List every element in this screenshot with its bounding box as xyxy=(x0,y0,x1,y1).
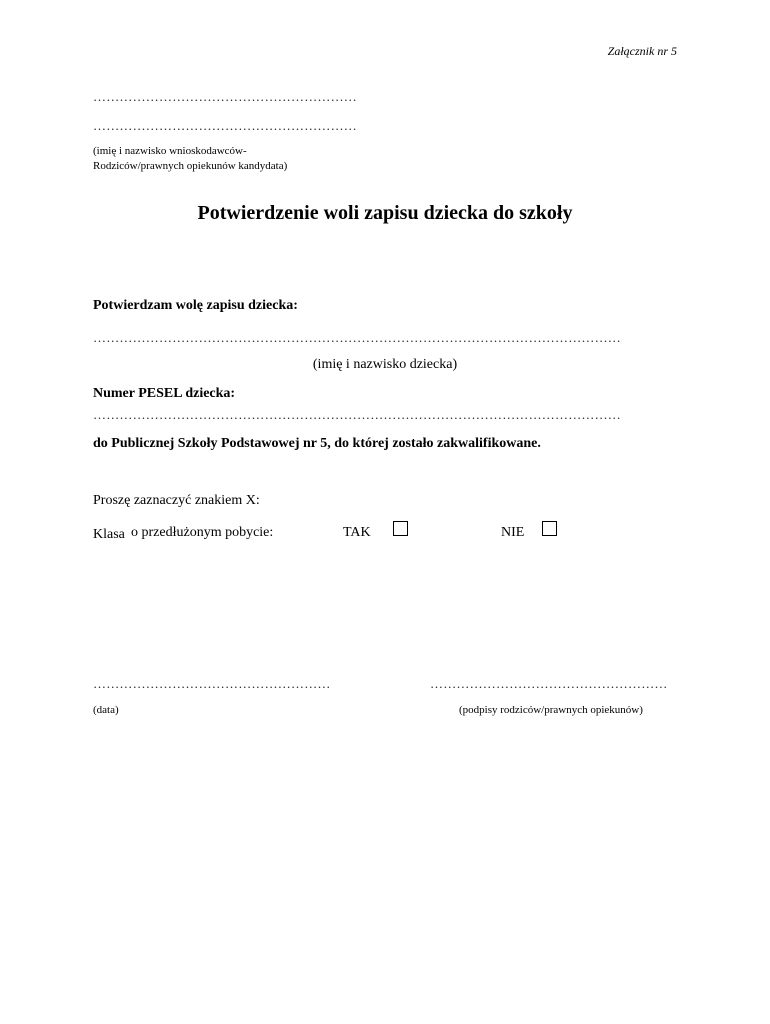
attachment-number: Załącznik nr 5 xyxy=(607,44,677,58)
date-line: ……………………………………………… xyxy=(93,676,331,691)
applicant-name-line-2: …………………………………………………… xyxy=(93,118,357,133)
parents-signature-caption: (podpisy rodziców/prawnych opiekunów) xyxy=(459,704,643,716)
date-caption: (data) xyxy=(93,704,119,716)
child-name-caption: (imię i nazwisko dziecka) xyxy=(312,357,458,372)
no-label: NIE xyxy=(501,525,525,540)
yes-checkbox[interactable] xyxy=(393,521,408,536)
extended-stay-label: o przedłużonym pobycie: xyxy=(131,525,274,540)
no-checkbox[interactable] xyxy=(542,521,557,536)
parents-signature-line: ……………………………………………… xyxy=(430,676,668,691)
mark-instruction: Proszę zaznaczyć znakiem X: xyxy=(93,493,260,508)
yes-label: TAK xyxy=(343,525,371,540)
document-title: Potwierdzenie woli zapisu dziecka do szkoły xyxy=(197,202,573,224)
applicant-caption-line-1: (imię i nazwisko wnioskodawców- xyxy=(93,145,247,157)
class-label: Klasa xyxy=(93,527,125,542)
pesel-line: ………………………………………………………………………………………………………… xyxy=(93,407,621,422)
school-statement: do Publicznej Szkoły Podstawowej nr 5, do której zostało zakwalifikowane. xyxy=(93,436,541,451)
confirm-label: Potwierdzam wolę zapisu dziecka: xyxy=(93,298,298,313)
applicant-caption-line-2: Rodziców/prawnych opiekunów kandydata) xyxy=(93,160,288,172)
applicant-name-line-1: …………………………………………………… xyxy=(93,89,357,104)
child-name-line: ………………………………………………………………………………………………………… xyxy=(93,330,621,345)
pesel-label: Numer PESEL dziecka: xyxy=(93,386,236,401)
